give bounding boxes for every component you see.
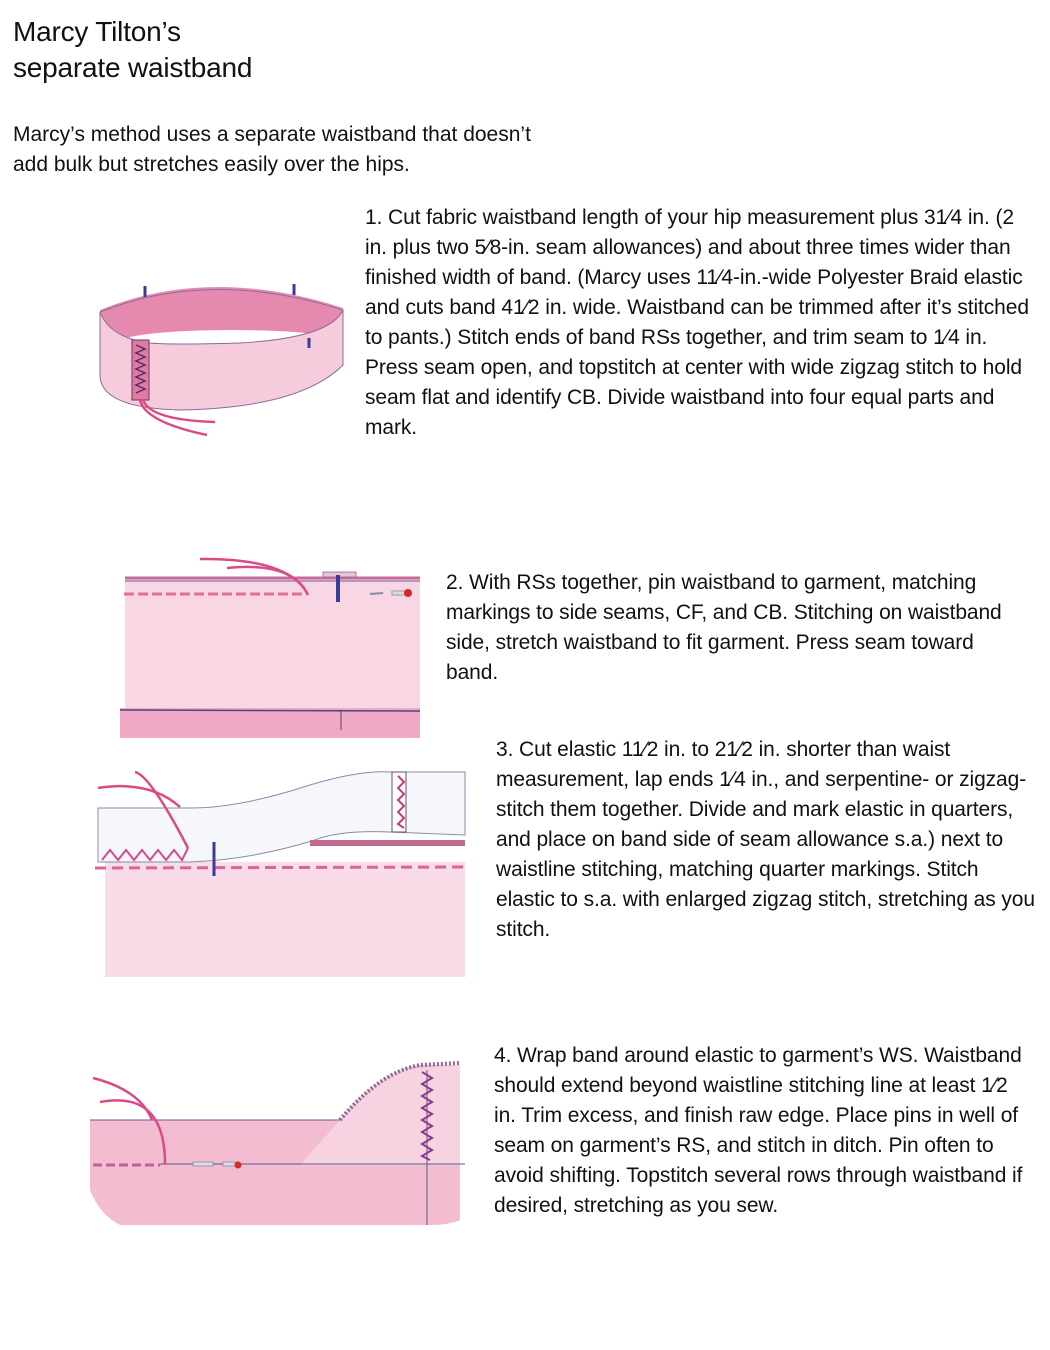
- title-line-2: separate waistband: [13, 52, 253, 83]
- page-title: [13, 14, 252, 86]
- elastic-stitched-illustration: [80, 750, 480, 980]
- pinned-waistband-icon: [100, 540, 440, 740]
- waistband-loop-illustration: [0, 250, 360, 510]
- step-1-text: 1. Cut fabric waistband length of your hip measurement plus 31⁄4 in. (2 in. plus two 5⁄8-in. seam allowances) and about three times wider than finished width of band. (Marcy uses 11⁄4-in.-wide Polyester Braid elastic and cuts band 41⁄2 in. wide. Waistband can be trimmed after it’s stitched to pants.) Stitch ends of band RSs together, and trim seam to 1⁄4 in. Press seam open, and topstitch at center with wide zigzag stitch to hold seam flat and identify CB. Divide waistband into four equal parts and mark.: [365, 206, 1029, 439]
- step-2-text: 2. With RSs together, pin waistband to garment, matching markings to side seams, CF, and CB. Stitching on waistband side, stretch waistband to fit garment. Press seam toward band.: [446, 571, 1002, 684]
- step-3-text: 3. Cut elastic 11⁄2 in. to 21⁄2 in. shorter than waist measurement, lap ends 1⁄4 in., and serpentine- or zigzag-stitch them together. Divide and mark elastic in quarters, and place on band side of seam allowance s.a.) next to waistline stitching, matching quarter markings. Stitch elastic to s.a. with enlarged zigzag stitch, stretching as you stitch.: [496, 738, 1035, 941]
- band-wrapped-illustration: [60, 1040, 480, 1290]
- step-4-text: 4. Wrap band around elastic to garment’s WS. Waistband should extend beyond waistline stitching line at least 1⁄2 in. Trim excess, and finish raw edge. Place pins in well of seam on garment’s RS, and stitch in ditch. Pin often to avoid shifting. Topstitch several rows through waistband if desired, stretching as you sew.: [494, 1044, 1023, 1217]
- elastic-zigzag-icon: [80, 750, 480, 980]
- title-line-1: Marcy Tilton’s: [13, 16, 181, 47]
- waistband-pinned-illustration: [100, 540, 440, 740]
- waistband-loop-icon: [0, 250, 360, 510]
- stitch-in-ditch-icon: [60, 1040, 480, 1290]
- intro-paragraph: Marcy’s method uses a separate waistband that doesn’t add bulk but stretches easily over the hips.: [13, 123, 531, 176]
